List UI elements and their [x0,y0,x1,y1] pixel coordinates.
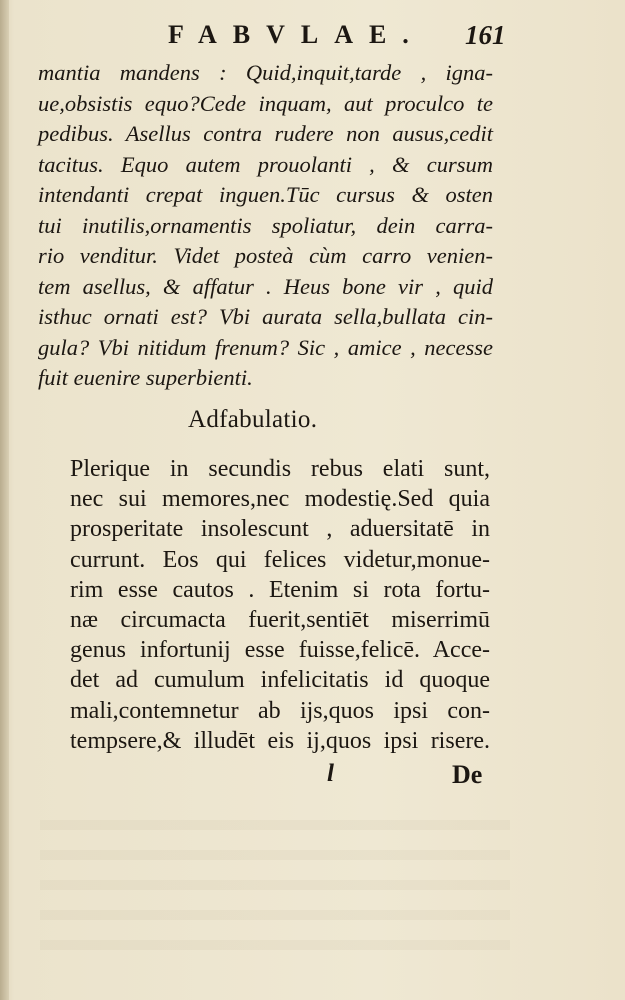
page-gutter [0,0,9,1000]
fable-line: tacitus. Equo autem prouolanti , & cursum [38,151,493,177]
fable-line: isthuc ornati est? Vbi aurata sella,bullata cin- [38,304,493,329]
moral-line: prosperitate insolescunt , aduersitatē in [70,516,490,543]
fable-line: tui inutilis,ornamentis spoliatur, dein carra- [38,212,493,238]
fable-line: ue,obsistis equo?Cede inquam, aut proculco te [38,90,493,116]
page-header [0,20,625,54]
page-number: 161 [465,20,506,50]
moral-line: rim esse cautos . Etenim si rota fortu- [70,576,490,603]
moral-line: mali,contemnetur ab ijs,quos ipsi con- [70,697,490,724]
moral-line: nec sui memores,nec modestię.Sed quia [70,486,490,513]
moral-line: det ad cumulum infelicitatis id quoque [70,667,490,694]
moral-line: tempsere,& illudēt eis ij,quos ipsi risere. [70,727,490,754]
running-head: FABVLAE. [168,20,425,49]
moral-line: currunt. Eos qui felices videtur,monue- [70,546,490,573]
catchword: De [452,760,483,789]
moral-line: næ circumacta fuerit,sentiēt miserrimū [70,607,490,634]
bleed-through-texture [40,800,510,970]
fable-line: mantia mandens : Quid,inquit,tarde , igna- [38,60,493,85]
fable-line: rio venditur. Videt posteà cùm carro venien- [38,243,493,268]
section-heading: Adfabulatio. [188,406,318,433]
signature-mark: l [327,760,334,787]
fable-text [38,58,493,394]
moral-line: Plerique in secundis rebus elati sunt, [70,456,490,482]
fable-line: gula? Vbi nitidum frenum? Sic , amice , necesse [38,334,493,360]
fable-line: fuit euenire superbienti. [38,365,253,390]
fable-line: pedibus. Asellus contra rudere non ausus,cedit [38,121,493,146]
moral-text [70,454,490,756]
fable-line: tem asellus, & affatur . Heus bone vir , quid [38,273,493,299]
moral-line: genus infortunij esse fuisse,felicē. Acce- [70,637,490,664]
fable-line: intendanti crepat inguen.Tūc cursus & osten [38,182,493,207]
